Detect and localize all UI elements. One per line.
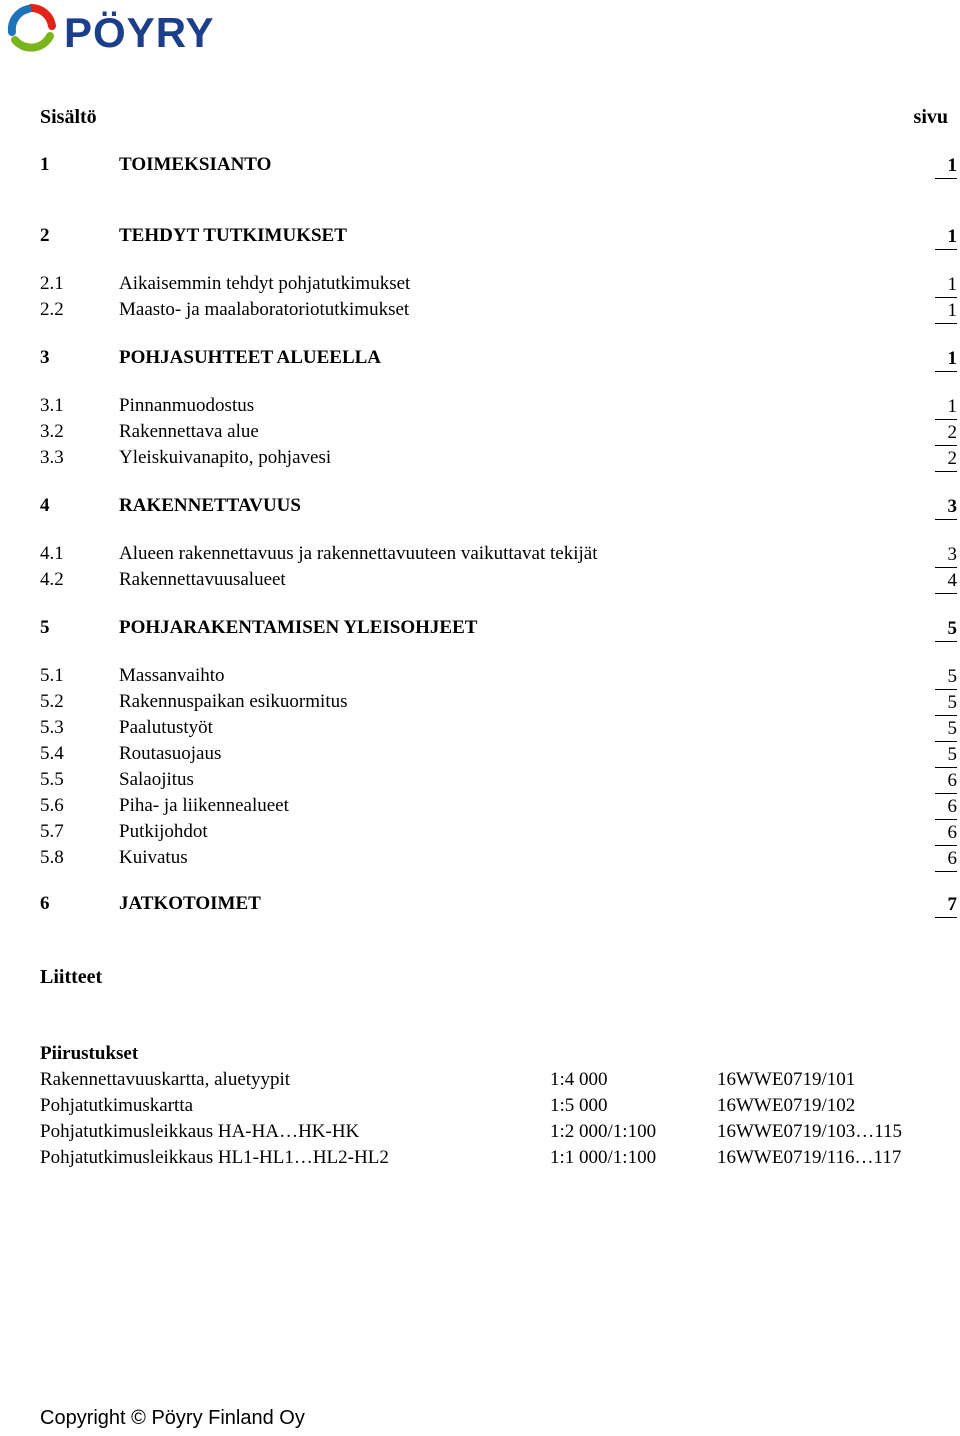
drawing-scale: 1:1 000/1:100 (550, 1147, 657, 1168)
toc-entry-title: Paalutustyöt (119, 717, 213, 738)
toc-entry (40, 717, 958, 741)
toc-entry-number: 2.2 (40, 299, 64, 320)
drawing-name: Rakennettavuuskartta, aluetyypit (40, 1069, 291, 1090)
toc-entry (40, 893, 958, 917)
toc-entry-title: POHJARAKENTAMISEN YLEISOHJEET (119, 617, 478, 638)
toc-entry-title: Salaojitus (119, 769, 194, 790)
copyright-footer: Copyright © Pöyry Finland Oy (40, 1407, 305, 1429)
toc-entry (40, 225, 958, 249)
toc-entry-title: Massanvaihto (119, 665, 225, 686)
toc-entry-title: TOIMEKSIANTO (119, 154, 272, 175)
toc-entry-number: 5.6 (40, 795, 64, 816)
toc-entry-page: 2 (935, 447, 957, 472)
toc-entry (40, 795, 958, 819)
toc-entry-title: RAKENNETTAVUUS (119, 495, 301, 516)
toc-entry (40, 299, 958, 323)
toc-entry-title: Putkijohdot (119, 821, 208, 842)
toc-entry (40, 691, 958, 715)
toc-entry-title: Kuivatus (119, 847, 188, 868)
toc-entry (40, 617, 958, 641)
toc-entry-title: TEHDYT TUTKIMUKSET (119, 225, 347, 246)
drawing-code: 16WWE0719/101 (717, 1069, 856, 1090)
drawing-name: Pohjatutkimusleikkaus HA-HA…HK-HK (40, 1121, 360, 1142)
drawing-row (40, 1147, 940, 1171)
toc-entry-page: 4 (935, 569, 957, 594)
drawings-heading: Piirustukset (40, 1043, 139, 1064)
toc-entry-page: 1 (935, 395, 957, 420)
toc-entry (40, 743, 958, 767)
toc-entry-page: 1 (935, 347, 957, 372)
toc-entry-page: 6 (935, 821, 957, 846)
drawing-code: 16WWE0719/102 (717, 1095, 856, 1116)
toc-entry-title: Pinnanmuodostus (119, 395, 255, 416)
toc-entry-page: 3 (935, 495, 957, 520)
toc-entry-number: 1 (40, 154, 50, 175)
toc-entry-page: 6 (935, 769, 957, 794)
poyry-logo (6, 4, 256, 54)
toc-entry (40, 543, 958, 567)
toc-entry (40, 347, 958, 371)
drawing-row (40, 1069, 940, 1093)
toc-entry-page: 5 (935, 691, 957, 716)
drawing-scale: 1:2 000/1:100 (550, 1121, 657, 1142)
toc-entry-number: 3.1 (40, 395, 64, 416)
toc-entry-number: 2 (40, 225, 50, 246)
toc-entry-number: 5.8 (40, 847, 64, 868)
toc-entry-number: 3.3 (40, 447, 64, 468)
toc-entry-number: 3.2 (40, 421, 64, 442)
toc-entry-number: 5.3 (40, 717, 64, 738)
toc-entry-page: 2 (935, 421, 957, 446)
toc-entry-number: 4.1 (40, 543, 64, 564)
toc-entry-title: Alueen rakennettavuus ja rakennettavuuteen vaikuttavat tekijät (119, 543, 598, 564)
toc-entry-number: 2.1 (40, 273, 64, 294)
toc-entry-page: 6 (935, 847, 957, 872)
toc-entry-number: 5 (40, 617, 50, 638)
toc-entry-page: 5 (935, 717, 957, 742)
toc-entry (40, 769, 958, 793)
toc-entry-page: 1 (935, 299, 957, 324)
toc-entry (40, 447, 958, 471)
drawing-row (40, 1121, 940, 1145)
toc-entry (40, 569, 958, 593)
toc-entry (40, 847, 958, 871)
toc-entry-page: 1 (935, 225, 957, 250)
toc-entry (40, 821, 958, 845)
toc-entry-page: 3 (935, 543, 957, 568)
attachments-heading: Liitteet (40, 966, 103, 988)
drawing-name: Pohjatutkimuskartta (40, 1095, 194, 1116)
toc-entry-number: 3 (40, 347, 50, 368)
toc-entry-page: 5 (935, 743, 957, 768)
drawing-scale: 1:4 000 (550, 1069, 608, 1090)
toc-entry-page: 7 (935, 893, 957, 918)
toc-entry-page: 1 (935, 273, 957, 298)
page-column-heading: sivu (913, 106, 948, 128)
toc-entry-number: 4 (40, 495, 50, 516)
toc-entry (40, 665, 958, 689)
toc-entry-number: 6 (40, 893, 50, 914)
toc-entry (40, 395, 958, 419)
drawing-name: Pohjatutkimusleikkaus HL1-HL1…HL2-HL2 (40, 1147, 389, 1168)
toc-entry-title: Rakennettavuusalueet (119, 569, 286, 590)
toc-entry-page: 5 (935, 665, 957, 690)
toc-entry-page: 1 (935, 154, 957, 179)
toc-entry-number: 5.4 (40, 743, 64, 764)
toc-entry-page: 6 (935, 795, 957, 820)
toc-entry-title: Routasuojaus (119, 743, 222, 764)
toc-entry-title: Aikaisemmin tehdyt pohjatutkimukset (119, 273, 411, 294)
toc-entry-number: 5.2 (40, 691, 64, 712)
contents-heading: Sisältö (40, 106, 97, 128)
toc-entry-number: 4.2 (40, 569, 64, 590)
poyry-wordmark: PÖYRY (64, 9, 215, 56)
toc-entry-title: JATKOTOIMET (119, 893, 261, 914)
drawing-row (40, 1095, 940, 1119)
toc-entry-title: Piha- ja liikennealueet (119, 795, 289, 816)
toc-entry (40, 273, 958, 297)
toc-entry-number: 5.7 (40, 821, 64, 842)
drawing-code: 16WWE0719/103…115 (717, 1121, 903, 1142)
toc-entry-title: Yleiskuivanapito, pohjavesi (119, 447, 332, 468)
toc-entry-title: Rakennettava alue (119, 421, 259, 442)
poyry-swirl-icon (12, 8, 52, 48)
toc-entry (40, 421, 958, 445)
toc-entry (40, 154, 958, 178)
toc-entry-title: POHJASUHTEET ALUEELLA (119, 347, 382, 368)
toc-entry-page: 5 (935, 617, 957, 642)
drawing-scale: 1:5 000 (550, 1095, 608, 1116)
toc-entry-number: 5.1 (40, 665, 64, 686)
toc-entry (40, 495, 958, 519)
drawing-code: 16WWE0719/116…117 (717, 1147, 902, 1168)
toc-entry-number: 5.5 (40, 769, 64, 790)
toc-entry-title: Maasto- ja maalaboratoriotutkimukset (119, 299, 410, 320)
toc-entry-title: Rakennuspaikan esikuormitus (119, 691, 348, 712)
